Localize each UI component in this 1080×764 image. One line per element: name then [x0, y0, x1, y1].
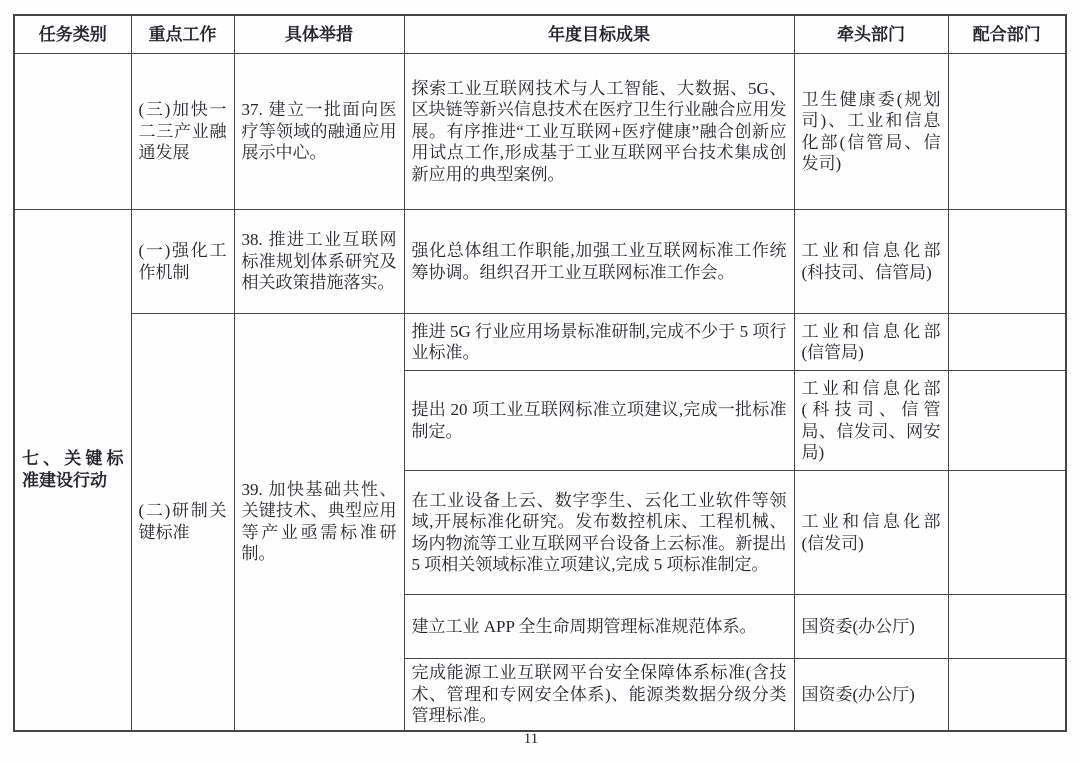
table-row [14, 54, 1066, 210]
col-header-key-work: 重点工作 [131, 15, 234, 54]
cell-support-dept [948, 314, 1066, 371]
table-row [14, 210, 1066, 314]
cell-key-work: (一)强化工作机制 [131, 210, 234, 314]
cell-key-work: (三)加快一二三产业融通发展 [131, 54, 234, 210]
table-row [14, 314, 1066, 371]
cell-support-dept [948, 371, 1066, 471]
cell-lead-dept: 工业和信息化部(信管局) [794, 314, 948, 371]
cell-support-dept [948, 210, 1066, 314]
cell-support-dept [948, 471, 1066, 595]
task-plan-table [13, 14, 1067, 732]
cell-lead-dept: 卫生健康委(规划司)、工业和信息化部(信管局、信发司) [794, 54, 948, 210]
cell-lead-dept: 国资委(办公厅) [794, 595, 948, 659]
cell-task-category: 七、关键标准建设行动 [14, 210, 131, 731]
cell-outcome: 探索工业互联网技术与人工智能、大数据、5G、区块链等新兴信息技术在医疗卫生行业融合应用发展。有序推进“工业互联网+医疗健康”融合创新应用试点工作,形成基于工业互联网平台技术集成创新应用的典型案例。 [404, 54, 794, 210]
cell-outcome: 在工业设备上云、数字孪生、云化工业软件等领域,开展标准化研究。发布数控机床、工程机械、场内物流等工业互联网平台设备上云标准。新提出 5 项相关领域标准立项建议,完成 5 项标准制定。 [404, 471, 794, 595]
page-number: 11 [523, 731, 539, 747]
col-header-task-category: 任务类别 [14, 15, 131, 54]
cell-outcome: 提出 20 项工业互联网标准立项建议,完成一批标准制定。 [404, 371, 794, 471]
cell-outcome: 完成能源工业互联网平台安全保障体系标准(含技术、管理和专网安全体系)、能源类数据分级分类管理标准。 [404, 659, 794, 731]
cell-support-dept [948, 595, 1066, 659]
col-header-measures: 具体举措 [234, 15, 404, 54]
cell-lead-dept: 国资委(办公厅) [794, 659, 948, 731]
cell-outcome: 推进 5G 行业应用场景标准研制,完成不少于 5 项行业标准。 [404, 314, 794, 371]
cell-measure: 38. 推进工业互联网标准规划体系研究及相关政策措施落实。 [234, 210, 404, 314]
col-header-annual-goals: 年度目标成果 [404, 15, 794, 54]
cell-task-category-empty [14, 54, 131, 210]
cell-lead-dept: 工业和信息化部(信发司) [794, 471, 948, 595]
cell-measure: 37. 建立一批面向医疗等领域的融通应用展示中心。 [234, 54, 404, 210]
cell-support-dept [948, 659, 1066, 731]
cell-lead-dept: 工业和信息化部(科技司、信管局) [794, 210, 948, 314]
cell-support-dept [948, 54, 1066, 210]
col-header-lead-dept: 牵头部门 [794, 15, 948, 54]
cell-measure: 39. 加快基础共性、关键技术、典型应用等产业亟需标准研制。 [234, 314, 404, 731]
col-header-support-dept: 配合部门 [948, 15, 1066, 54]
cell-lead-dept: 工业和信息化部(科技司、信管局、信发司、网安局) [794, 371, 948, 471]
cell-outcome: 建立工业 APP 全生命周期管理标准规范体系。 [404, 595, 794, 659]
header-row [14, 15, 1066, 54]
cell-key-work: (二)研制关键标准 [131, 314, 234, 731]
cell-outcome: 强化总体组工作职能,加强工业互联网标准工作统筹协调。组织召开工业互联网标准工作会。 [404, 210, 794, 314]
